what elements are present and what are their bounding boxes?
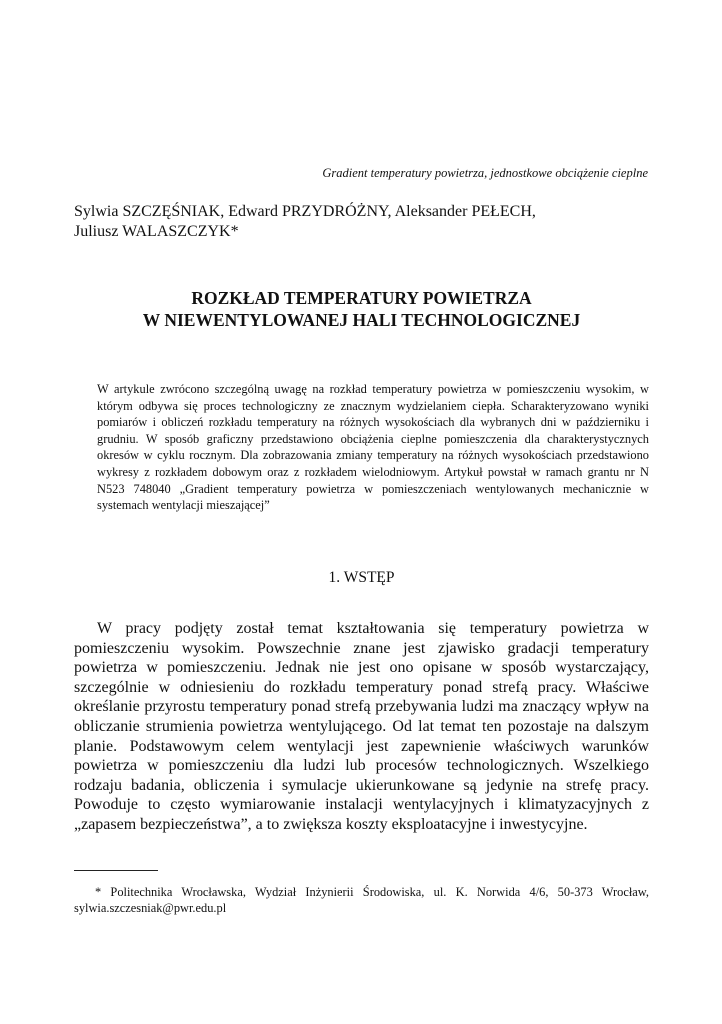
footnote-rule xyxy=(74,870,158,871)
author-line: Juliusz WALASZCZYK* xyxy=(74,223,239,240)
author-line: Sylwia SZCZĘŚNIAK, Edward PRZYDRÓŻNY, Aleksander PEŁECH, xyxy=(74,203,536,220)
paper-title xyxy=(74,287,649,331)
intro-paragraph: W pracy podjęty został temat kształtowania się temperatury powietrza w pomieszczeniu wysokim. Powszechnie znane jest zjawisko gradacji temperatury powietrza w pomieszczeniu. Jednak nie jest ono opisane w sposób wystarczający, szczególnie w odniesieniu do rozkładu temperatury ponad strefą pracy. Właściwe określanie przyrostu temperatury ponad strefą przebywania ludzi ma znaczący wpływ na obliczanie strumienia powietrza wentylującego. Od lat temat ten pozostaje na dalszym planie. Podstawowym celem wentylacji jest zapewnienie właściwych warunków powietrza w pomieszczeniu dla ludzi lub procesów technologicznych. Wszelkiego rodzaju badania, obliczenia i symulacje ukierunkowane są jedynie na strefę pracy. Powoduje to często wymiarowanie instalacji wentylacyjnych i klimatyzacyjnych z „zapasem bezpieczeństwa”, a to zwiększa koszty eksploatacyjne i inwestycyjne. xyxy=(74,620,649,833)
title-line: ROZKŁAD TEMPERATURY POWIETRZA xyxy=(191,288,532,308)
title-line: W NIEWENTYLOWANEJ HALI TECHNOLOGICZNEJ xyxy=(142,310,581,330)
abstract: W artykule zwrócono szczególną uwagę na rozkład temperatury powietrza w pomieszczeniu wysokim, w którym odbywa się proces technologiczny ze znacznym wydzielaniem ciepła. Scharakteryzowano wyniki pomiarów i obliczeń rozkładu temperatury na różnych wysokościach dla wybranych dni w październiku i grudniu. W sposób graficzny przedstawiono obciążenia cieplne pomieszczenia dla charakterystycznych okresów w cyklu rocznym. Dla zobrazowania zmiany temperatury na różnych wysokościach przedstawiono wykresy z rozkładem dobowym oraz z rozkładem wielodniowym. Artykuł powstał w ramach grantu nr N N523 748040 „Gradient temperatury powietrza w pomieszczeniach wentylowanych mechanicznie w systemach wentylacji mieszającej” xyxy=(97,382,649,513)
footnote: * Politechnika Wrocławska, Wydział Inżynierii Środowiska, ul. K. Norwida 4/6, 50-373 Wrocław, sylwia.szczesniak@pwr.edu.pl xyxy=(74,885,649,915)
running-head: Gradient temperatury powietrza, jednostkowe obciążenie cieplne xyxy=(322,166,648,180)
section-heading: 1. WSTĘP xyxy=(328,569,395,586)
author-list xyxy=(74,202,649,242)
